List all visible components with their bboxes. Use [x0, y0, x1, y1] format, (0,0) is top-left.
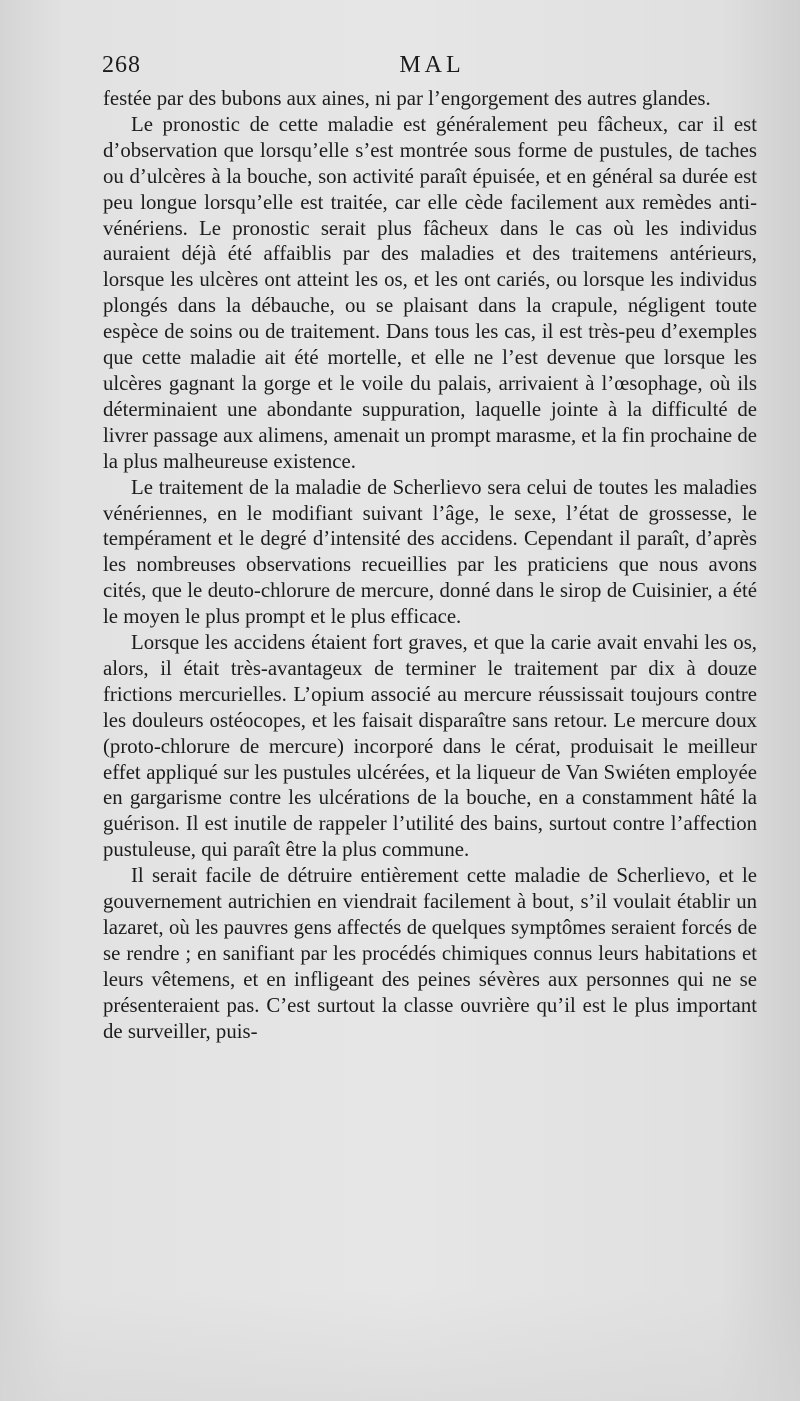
running-title: MAL	[399, 52, 465, 78]
paragraph-continuation: festée par des bubons aux aines, ni par l’engorgement des autres glandes.	[103, 87, 711, 110]
page-bottom-shading	[0, 1291, 800, 1401]
paragraph-pronostic: Le pronostic de cette maladie est généralement peu fâcheux, car il est d’observation que lorsqu’elle s’est montrée sous forme de pustules, de taches ou d’ulcères à la bouche, son activité paraît épuisée, et en général sa durée est peu longue lorsqu’elle est traitée, car elle cède facilement aux remèdes anti-vénériens. Le pronostic serait plus fâcheux dans le cas où les individus auraient déjà été affaiblis par des maladies et des traitemens antérieurs, lorsque les ulcères ont atteint les os, et les ont cariés, ou lorsque les individus plongés dans la débauche, ou se plaisant dans la crapule, négligent toute espèce de soins ou de traitement. Dans tous les cas, il est très-peu d’exemples que cette maladie ait été mortelle, et elle ne l’est devenue que lorsque les ulcères gagnant la gorge et le voile du palais, arrivaient à l’œsophage, où ils déterminaient une abondante suppuration, laquelle jointe à la difficulté de livrer passage aux alimens, amenait un prompt marasme, et la fin prochaine de la plus malheureuse existence.	[103, 112, 757, 473]
paragraph-traitement: Le traitement de la maladie de Scherlievo sera celui de toutes les maladies vénériennes, en le modifiant suivant l’âge, le sexe, l’état de grossesse, le tempérament et le degré d’intensité des accidens. Cependant il paraît, d’après les nombreuses observations recueillies par les praticiens que nous avons cités, que le deuto-chlorure de mercure, donné dans le sirop de Cuisinier, a été le moyen le plus prompt et le plus efficace.	[103, 475, 757, 629]
paragraph-prevention: Il serait facile de détruire entièrement cette maladie de Scherlievo, et le gouvernement autrichien en viendrait facilement à bout, s’il voulait établir un lazaret, où les pauvres gens affectés de quelques symptômes seraient forcés de se rendre ; en sanifiant par les procédés chimiques connus leurs habitations et leurs vêtemens, et en infligeant des peines sévères aux personnes qui ne se présenteraient pas. C’est surtout la classe ouvrière qu’il est le plus important de surveiller, puis-	[103, 864, 757, 1043]
page-number: 268	[102, 52, 141, 78]
body-text	[103, 86, 757, 1045]
paragraph-accidens: Lorsque les accidens étaient fort graves, et que la carie avait envahi les os, alors, il était très-avantageux de terminer le traitement par dix à douze frictions mercurielles. L’opium associé au mercure réussissait toujours contre les douleurs ostéocopes, et les faisait disparaître sans retour. Le mercure doux (proto-chlorure de mercure) incorporé dans le cérat, produisait le meilleur effet appliqué sur les pustules ulcérées, et la liqueur de Van Swiéten employée en gargarisme contre les ulcérations de la bouche, en a constamment hâté la guérison. Il est inutile de rappeler l’utilité des bains, surtout contre l’affection pustuleuse, qui paraît être la plus commune.	[103, 631, 757, 862]
page-header	[102, 52, 762, 86]
